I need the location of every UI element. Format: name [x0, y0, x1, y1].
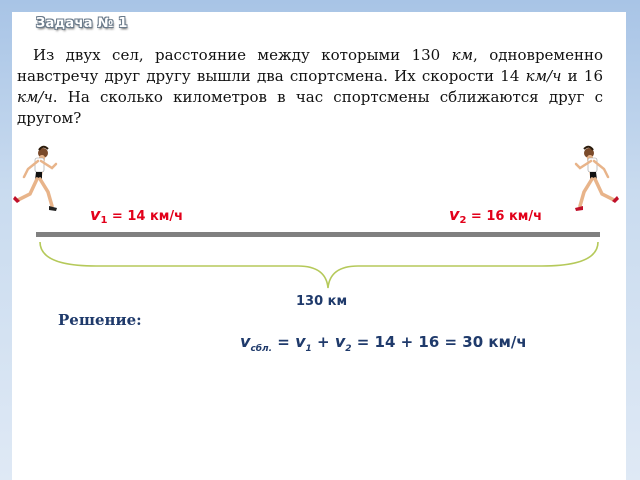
formula-plus: +	[311, 333, 335, 351]
unit-km: км	[451, 46, 474, 64]
speed-right-var: v	[449, 205, 460, 224]
right-runner-icon	[570, 144, 620, 224]
road-line	[36, 232, 600, 237]
distance-label: 130 км	[296, 294, 348, 309]
speed-left-var: v	[90, 205, 101, 224]
problem-part-4: . На сколько километров в час спортсмены сближаются друг с другом?	[17, 88, 603, 127]
speed-left-label	[90, 205, 183, 226]
formula-v1-sub: 1	[305, 344, 312, 354]
formula-v2: v	[334, 332, 346, 351]
formula-v1: v	[295, 332, 306, 351]
formula-lhs-var: v	[240, 332, 251, 351]
left-runner-icon	[12, 144, 62, 224]
problem-part-2: , одновременно навстречу друг другу вышли два спортсмена. Их скорости 14	[17, 46, 603, 85]
solution-label: Решение:	[58, 311, 142, 329]
formula-v2-sub: 2	[345, 344, 352, 354]
unit-kmh-1: км/ч	[525, 67, 562, 85]
distance-brace	[36, 240, 602, 292]
problem-text	[17, 45, 603, 129]
solution-formula	[240, 332, 527, 354]
unit-kmh-2: км/ч	[17, 88, 53, 106]
formula-eq: =	[272, 333, 296, 351]
speed-left-text: = 14 км/ч	[107, 209, 184, 224]
speed-right-label	[449, 205, 542, 226]
formula-rhs: = 14 + 16 = 30 км/ч	[351, 333, 527, 351]
problem-part-1: Из двух сел, расстояние между которыми 130	[33, 46, 452, 64]
formula-lhs-sub: сбл.	[250, 344, 273, 354]
speed-right-sub: 2	[459, 215, 467, 226]
speed-left-sub: 1	[100, 215, 108, 226]
problem-part-3: и 16	[561, 67, 603, 85]
slide-title: Задача № 1	[36, 16, 128, 31]
speed-right-text: = 16 км/ч	[466, 209, 543, 224]
